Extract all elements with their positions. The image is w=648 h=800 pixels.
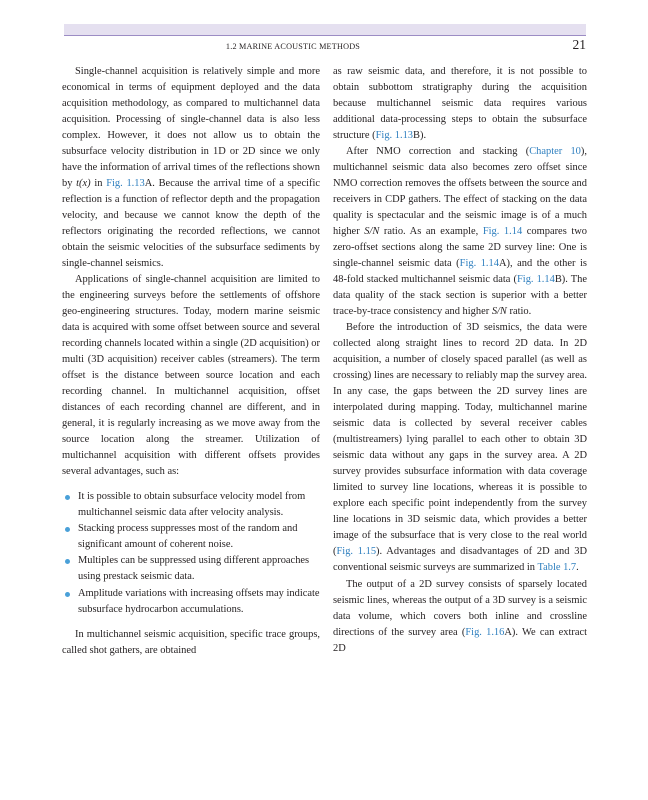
- paragraph: In multichannel seismic acquisition, specific trace groups, called shot gathers, are obtained: [62, 628, 320, 656]
- header-band: [64, 24, 586, 35]
- figure-link[interactable]: Fig. 1.13: [375, 130, 414, 142]
- page-number: 21: [572, 37, 586, 52]
- bullet-icon: [65, 559, 70, 564]
- list-item: It is possible to obtain subsurface velocity model from multichannel seismic data after velocity analysis.: [62, 489, 320, 521]
- figure-link[interactable]: Fig. 1.14: [516, 274, 555, 286]
- paragraph: Before the introduction of 3D seismics, the data were collected along straight lines to record 2D data. In 2D acquisition, a number of closely spaced parallel (as well as crossing) lines are necessary to reliably map the survey area. In any case, the gaps between the 2D survey lines are interpolated during mapping. Today, multichannel marine seismic data is collected by several receiver cables (multistreamers) lying parallel to each other to obtain 3D seismic data without any gaps in the survey area. A 2D survey provides subsurface information with data coverage limited to survey line locations, whereas it is possible to explore each specific point independently from the survey line locations in 3D seismic data, which provides a better image of the subsurface that is very close to the real world (Fig. 1.15). Advantages and disadvantages of 2D and 3D conventional seismic surveys are summarized in Table 1.7.: [333, 322, 587, 574]
- paragraph: The output of a 2D survey consists of sparsely located seismic lines, whereas the output of a 3D survey is a seismic data volume, which covers both inline and crossline directions of the survey area (Fig. 1.16A). We can extract 2D: [333, 578, 587, 654]
- figure-link[interactable]: Fig. 1.16: [465, 626, 505, 638]
- list-item: Stacking process suppresses most of the random and significant amount of coherent noise.: [62, 521, 320, 553]
- figure-link[interactable]: Fig. 1.14: [459, 258, 499, 270]
- math-inline: S/N: [491, 306, 507, 318]
- right-column: [333, 64, 587, 657]
- left-column: [62, 64, 320, 659]
- paragraph: as raw seismic data, and therefore, it is not possible to obtain subbottom stratigraphy during the acquisition because multichannel seismic data requires various additional data-processing steps to obtain the subsurface structure (Fig. 1.13B).: [333, 66, 587, 142]
- chapter-link[interactable]: Chapter 10: [529, 146, 581, 158]
- math-inline: t(x): [76, 178, 91, 190]
- running-head: 1.2 MARINE ACOUSTIC METHODS: [225, 42, 361, 51]
- header-rule: [64, 35, 586, 36]
- list-item: Amplitude variations with increasing offsets may indicate subsurface hydrocarbon accumulations.: [62, 586, 320, 618]
- bullet-icon: [65, 527, 70, 532]
- table-link[interactable]: Table 1.7: [537, 562, 577, 574]
- figure-link[interactable]: Fig. 1.14: [482, 226, 523, 238]
- advantages-list: [62, 489, 320, 617]
- figure-link[interactable]: Fig. 1.13: [106, 178, 145, 190]
- list-item: Multiples can be suppressed using different approaches using prestack seismic data.: [62, 553, 320, 585]
- paragraph: Single-channel acquisition is relatively simple and more economical in terms of equipment deployed and the data acquisition methodology, as compared to multichannel data acquisition. Processing of single-channel data is also less complex. However, it does not allow us to obtain the subsurface velocity distribution in 1D or 2D since we only have the information of arrival times of the reflections shown by t(x) in Fig. 1.13A. Because the arrival time of a specific reflection is a function of reflector depth and the propagation velocity, and because we cannot know the depth of the reflectors originating the recorded reflections, we cannot obtain the seismic velocities of the subsurface sediments by single-channel seismics.: [62, 66, 320, 270]
- bullet-icon: [65, 592, 70, 597]
- paragraph: Applications of single-channel acquisition are limited to the engineering surveys before the settlements of offshore geo-engineering structures. Today, modern marine seismic data is acquired with some offset between source and several recording channels located within a single (2D acquisition) or multi (3D acquisition) receiver cables (streamers). The term offset is the distance between source location and each recording channel. In multichannel acquisition, offset distances of each recording channel are different, and in general, it is regularly increasing as we move away from the source location along the streamer. Utilization of multichannel acquisition with different offsets provides several advantages, such as:: [62, 274, 320, 478]
- bullet-icon: [65, 495, 70, 500]
- math-inline: S/N: [364, 226, 380, 238]
- paragraph: After NMO correction and stacking (Chapter 10), multichannel seismic data also becomes zero offset since NMO correction removes the offsets between the source and receivers in CDP gathers. The effect of stacking on the data quality is spectacular and the seismic image is of a much higher S/N ratio. As an example, Fig. 1.14 compares two zero-offset sections along the same 2D survey line: One is single-channel seismic data (Fig. 1.14A), and the other is 48-fold stacked multichannel seismic data (Fig. 1.14B). The data quality of the stack section is superior with a better trace-by-trace consistency and higher S/N ratio.: [333, 146, 587, 318]
- figure-link[interactable]: Fig. 1.15: [336, 546, 377, 558]
